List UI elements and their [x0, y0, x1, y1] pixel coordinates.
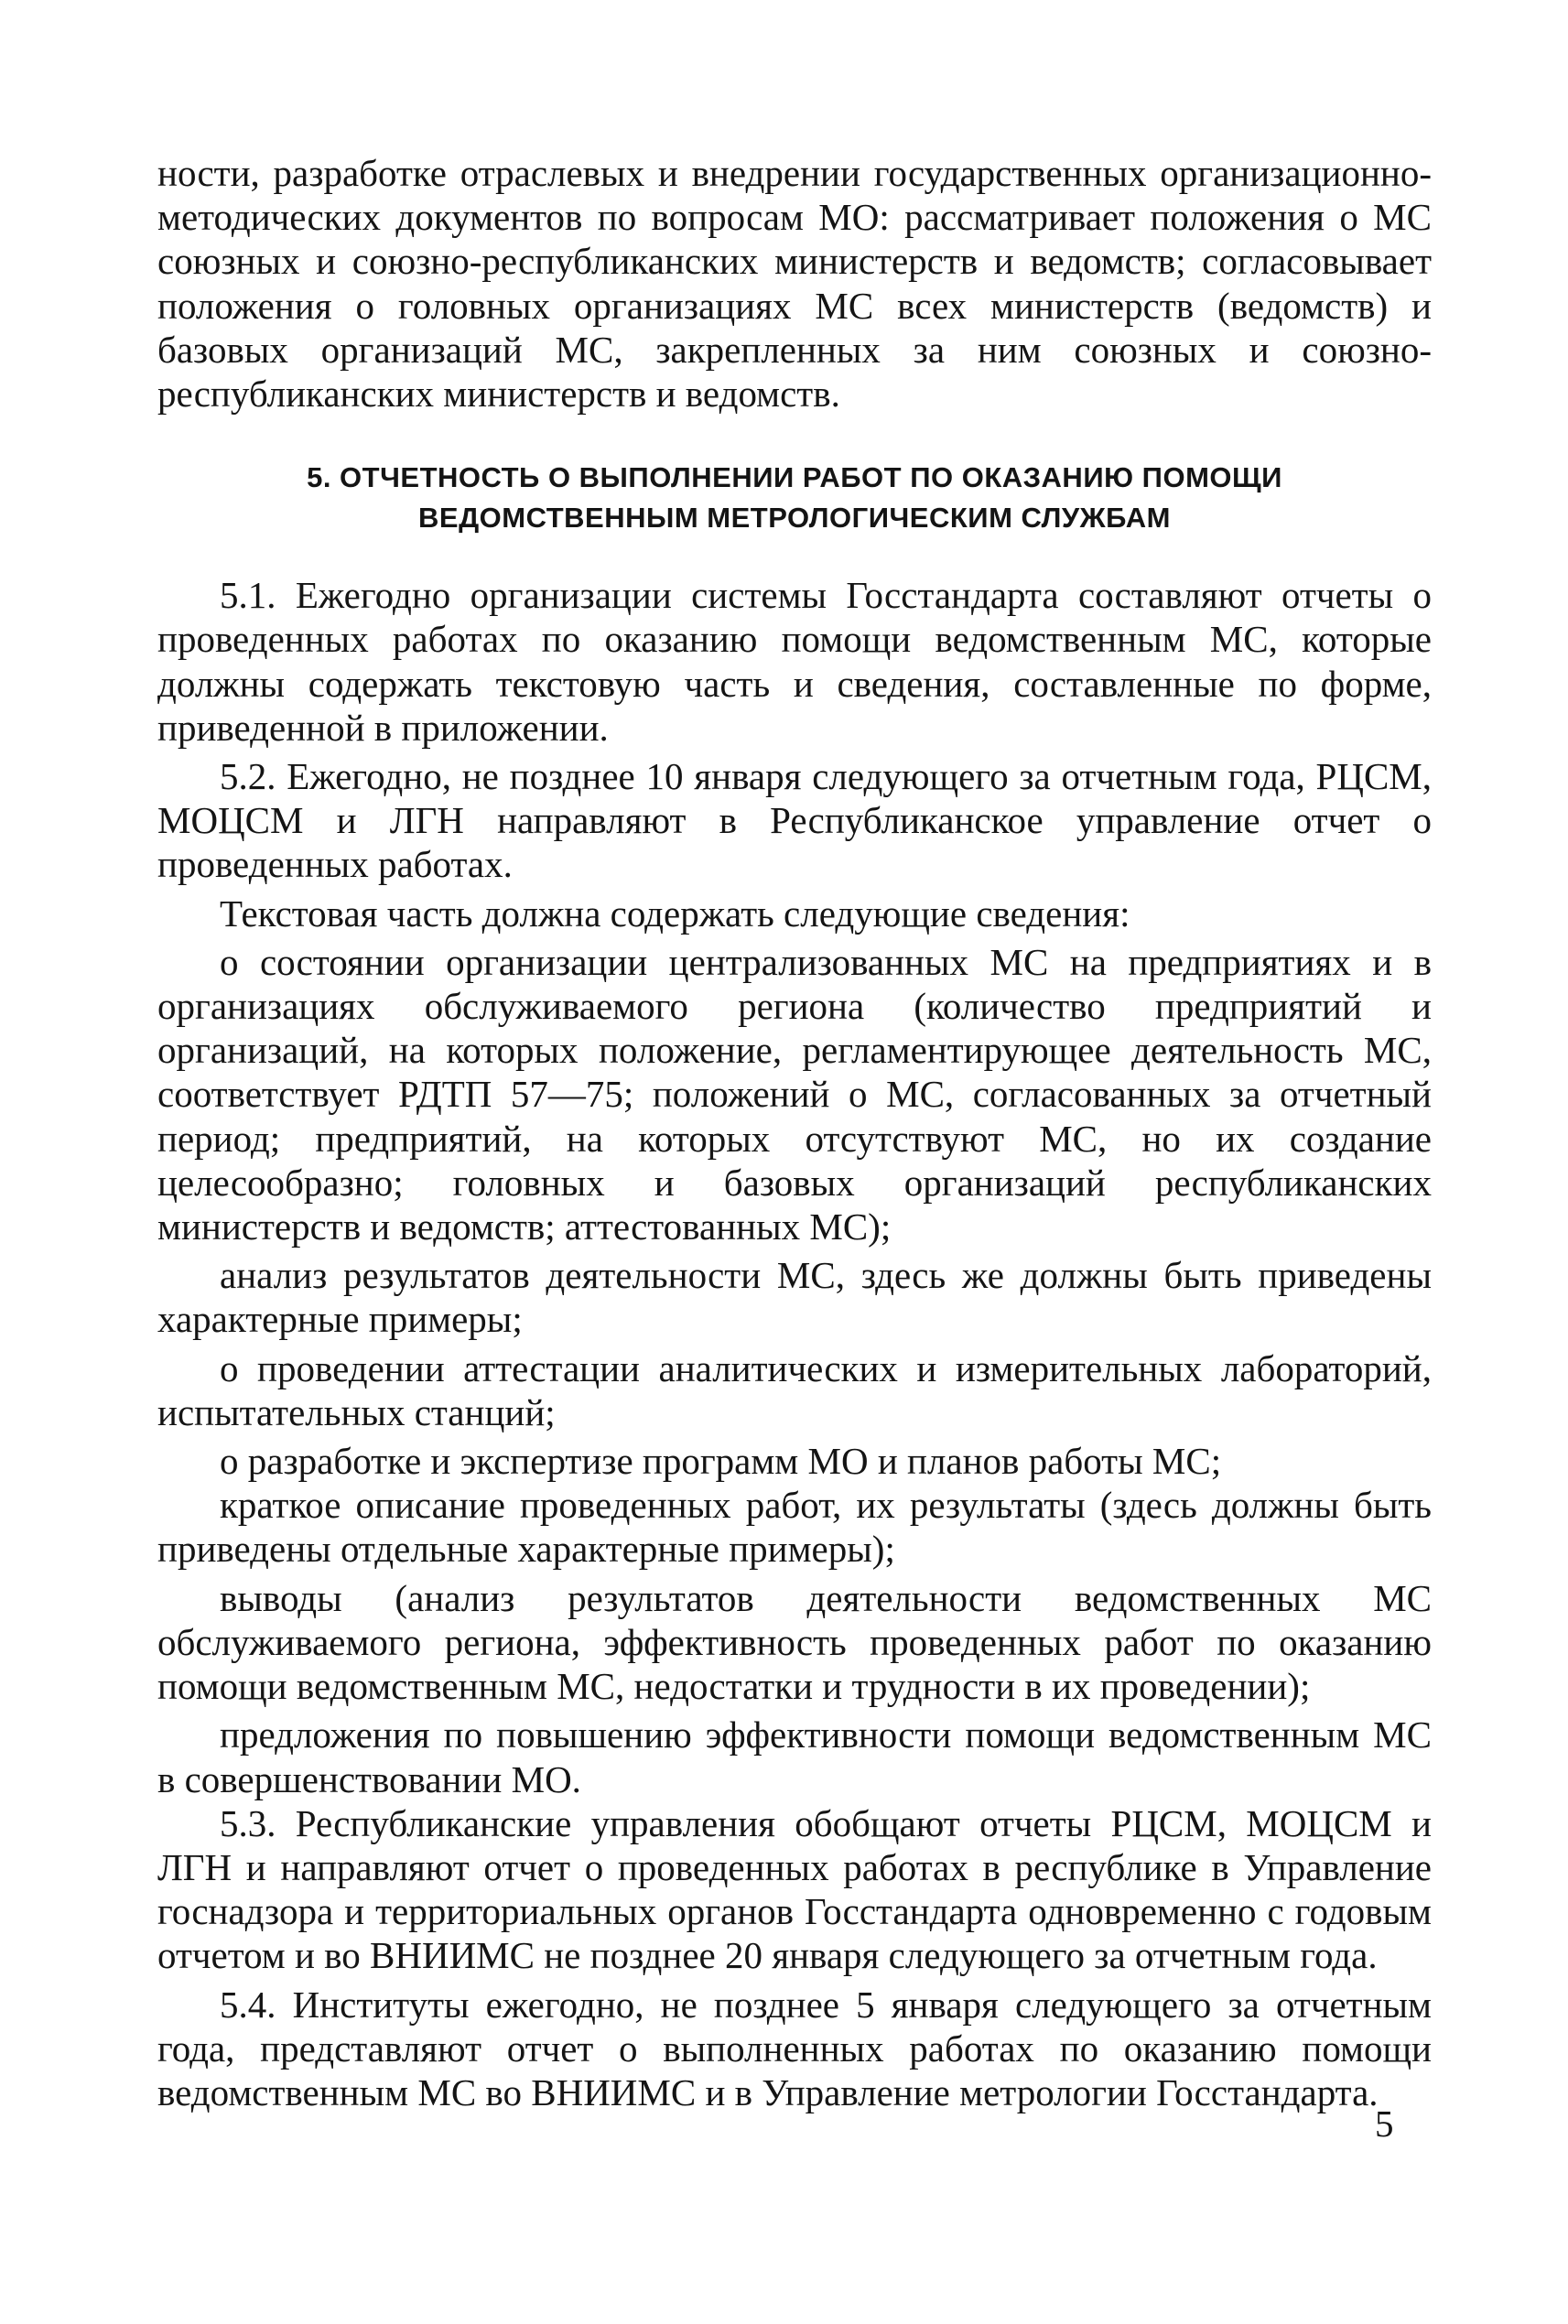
list-item-attestation: о проведении аттестации аналитических и измерительных лабораторий, испытательных станций; [157, 1346, 1432, 1433]
paragraph-5-1: 5.1. Ежегодно организации системы Госстандарта составляют отчеты о проведенных работах по оказанию помощи ведомственным МС, которые должны содержать текстовую часть и сведения, составленные по форме, приведенной в приложении. [157, 574, 1432, 749]
text-part-intro: Текстовая часть должна содержать следующие сведения: [220, 892, 1130, 935]
list-item-programs: о разработке и экспертизе программ МО и планов работы МС; [220, 1440, 1222, 1483]
list-item-organization: о состоянии организации централизованных МС на предприятиях и в организациях обслуживаемого региона (количество предприятий и организаций, на которых положение, регламентирующее деятельность МС, соответствует РДТП 57—75; положений о МС, согласованных за отчетный период; предприятий, на которых отсутствуют МС, но их создание целесообразно; головных и базовых организаций республиканских министерств и ведомств; аттестованных МС); [157, 940, 1432, 1248]
paragraph-5-4: 5.4. Институты ежегодно, не позднее 5 января следующего за отчетным года, представляют отчет о выполненных работах по оказанию помощи ведомственным МС во ВНИИМС и в Управление метрологии Госстандарта. [157, 1983, 1432, 2113]
document-page [157, 151, 1432, 2114]
section-heading-line-1: 5. ОТЧЕТНОСТЬ О ВЫПОЛНЕНИИ РАБОТ ПО ОКАЗАНИЮ ПОМОЩИ [307, 461, 1282, 494]
section-heading-line-2: ВЕДОМСТВЕННЫМ МЕТРОЛОГИЧЕСКИМ СЛУЖБАМ [418, 502, 1171, 535]
list-item-conclusions: выводы (анализ результатов деятельности ведомственных МС обслуживаемого региона, эффективность проведенных работ по оказанию помощи ведомственным МС, недостатки и трудности в их проведении); [157, 1576, 1432, 1708]
intro-paragraph: ности, разработке отраслевых и внедрении государственных организационно-методических документов по вопросам МО: рассматривает положения о МС союзных и союзно-республиканских министерств и ведомств; согласовывает положения о головных организациях МС всех министерств (ведомств) и базовых организаций МС, закрепленных за ним союзных и союзно-республиканских министерств и ведомств. [157, 152, 1432, 416]
paragraph-5-2: 5.2. Ежегодно, не позднее 10 января следующего за отчетным года, РЦСМ, МОЦСМ и ЛГН направляют в Республиканское управление отчет о проведенных работах. [157, 755, 1432, 886]
section-heading [157, 458, 1432, 538]
list-item-analysis: анализ результатов деятельности МС, здесь же должны быть приведены характерные примеры; [157, 1254, 1432, 1341]
list-item-description: краткое описание проведенных работ, их результаты (здесь должны быть приведены отдельные характерные примеры); [157, 1484, 1432, 1571]
list-item-proposals: предложения по повышению эффективности помощи ведомственным МС в совершенствовании МО. [157, 1713, 1432, 1800]
page-number: 5 [1375, 2102, 1394, 2145]
paragraph-5-3: 5.3. Республиканские управления обобщают отчеты РЦСМ, МОЦСМ и ЛГН и направляют отчет о проведенных работах в республике в Управление госнадзора и территориальных органов Госстандарта одновременно с годовым отчетом и во ВНИИМС не позднее 20 января следующего за отчетным года. [157, 1801, 1432, 1977]
